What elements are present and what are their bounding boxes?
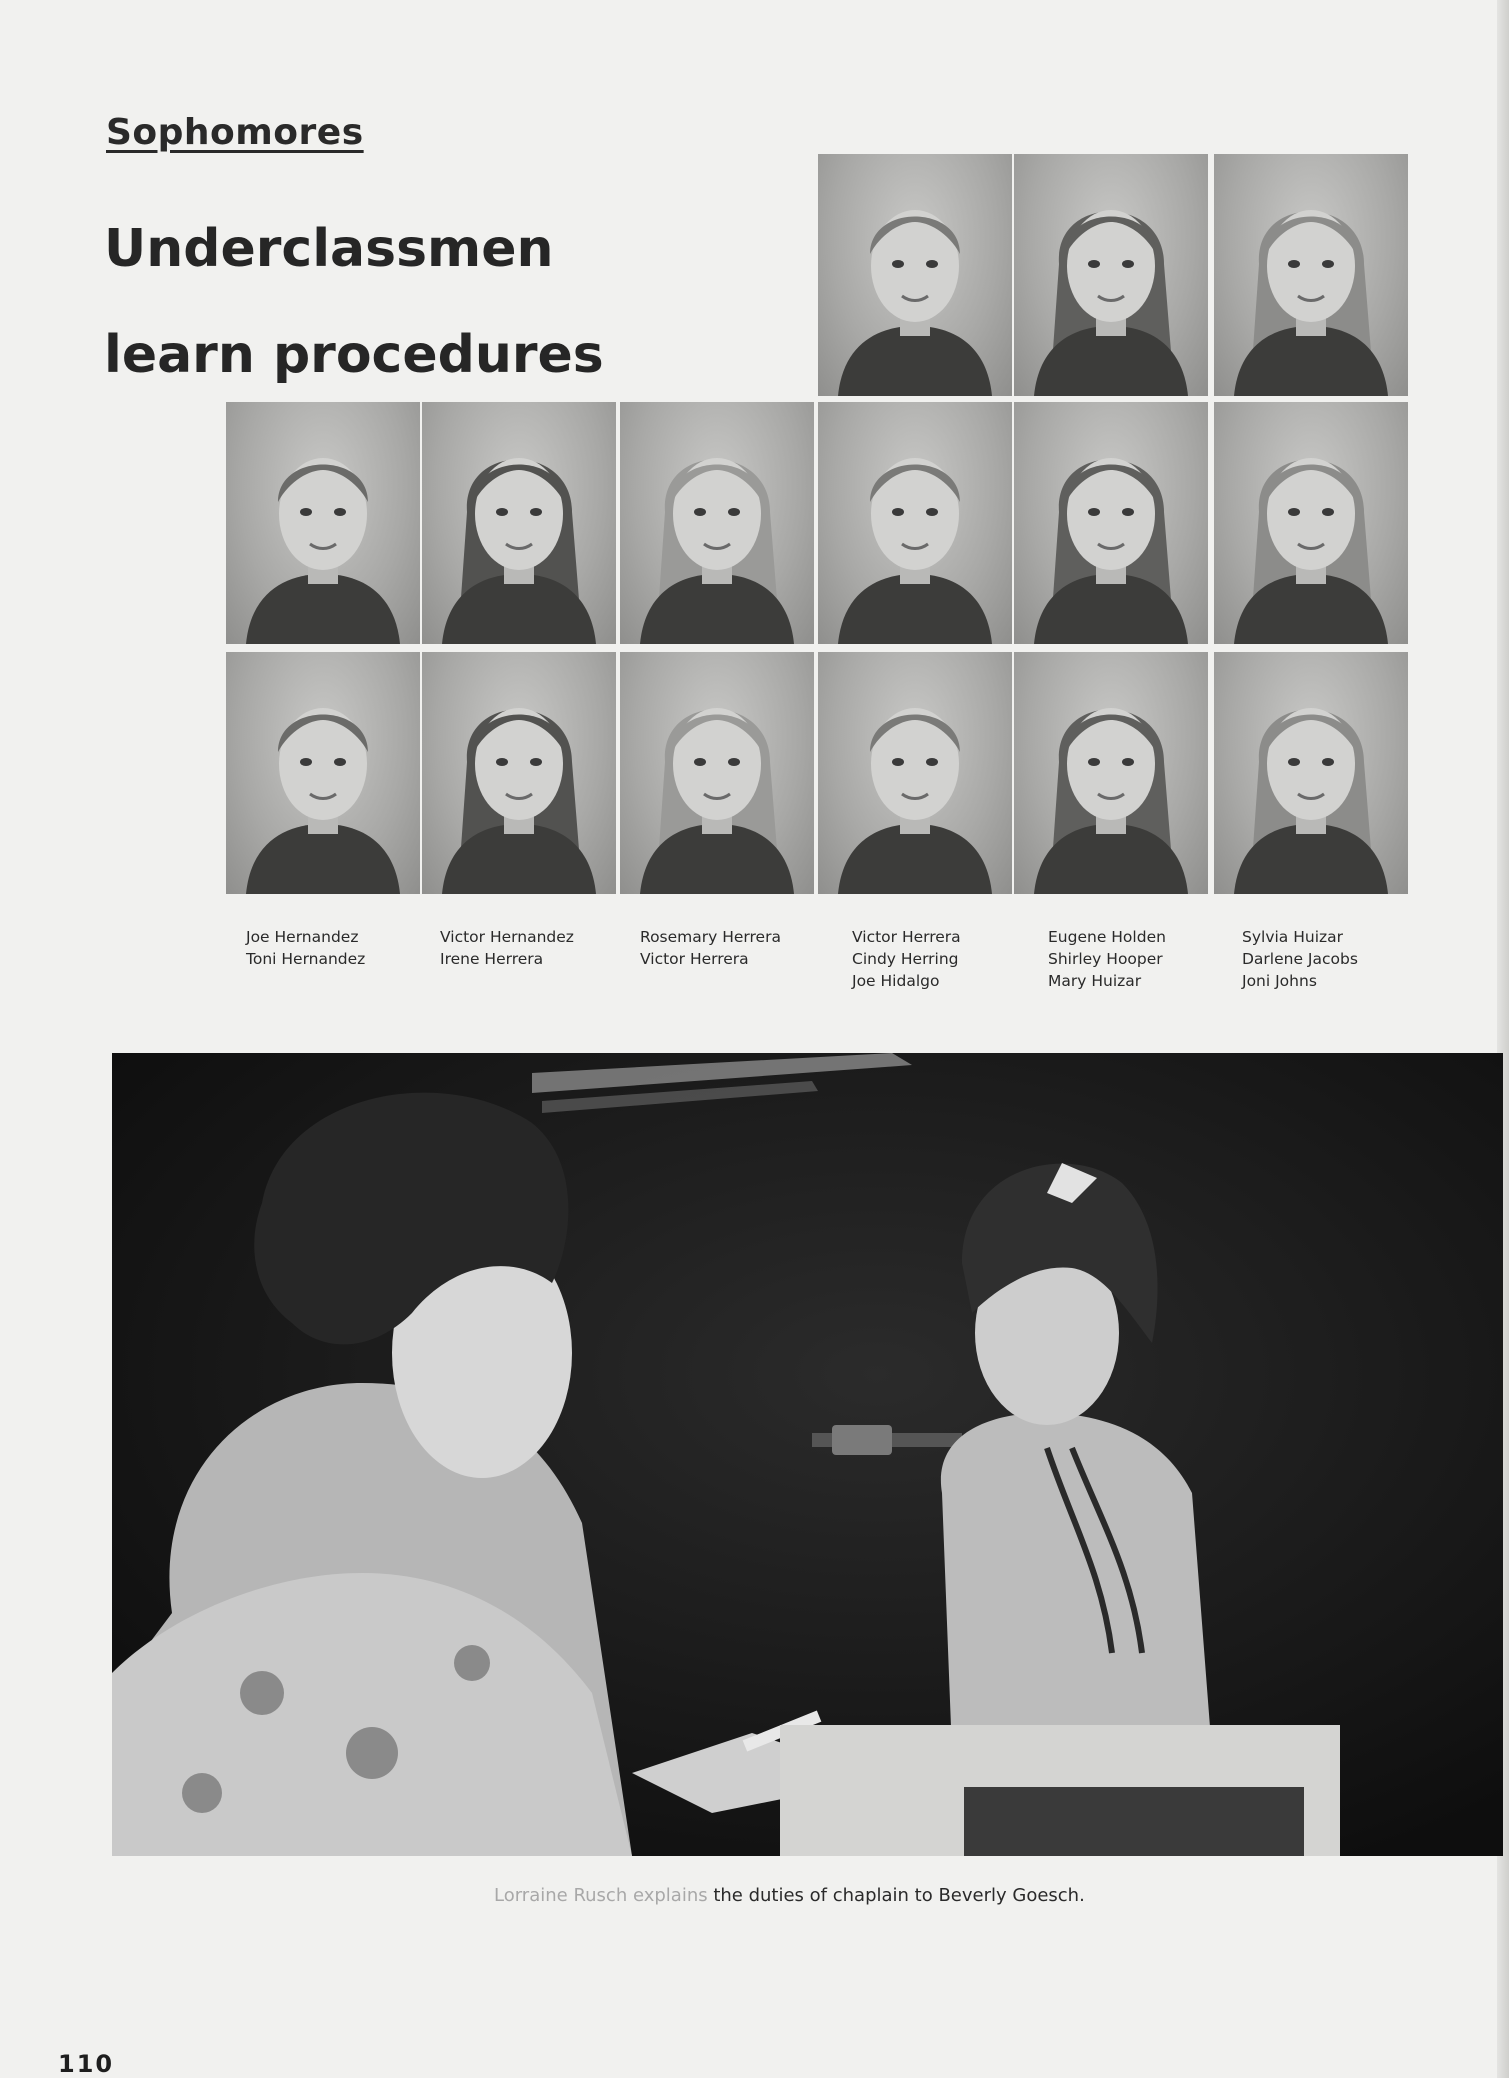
student-portrait xyxy=(1214,154,1408,396)
photo-caption xyxy=(494,1885,1214,1906)
name-column-1 xyxy=(246,926,436,970)
student-portrait xyxy=(226,652,420,894)
student-name: Mary Huizar xyxy=(1048,972,1142,990)
name-column-4 xyxy=(852,926,1042,992)
student-name: Joe Hidalgo xyxy=(852,972,940,990)
name-column-3 xyxy=(640,926,830,970)
page-number: 110 xyxy=(58,2050,115,2078)
student-portrait xyxy=(422,402,616,644)
name-column-6 xyxy=(1242,926,1432,992)
student-name: Victor Herrera xyxy=(852,928,961,946)
caption-faded-text: Lorraine Rusch explains xyxy=(494,1885,708,1906)
student-portrait xyxy=(620,652,814,894)
section-label: Sophomores xyxy=(106,112,364,153)
student-name: Joni Johns xyxy=(1242,972,1317,990)
student-name: Shirley Hooper xyxy=(1048,950,1163,968)
student-portrait xyxy=(1014,402,1208,644)
student-portrait xyxy=(1014,652,1208,894)
name-column-5 xyxy=(1048,926,1238,992)
student-portrait xyxy=(1214,652,1408,894)
student-portrait xyxy=(818,402,1012,644)
student-name: Victor Hernandez xyxy=(440,928,574,946)
student-name: Victor Herrera xyxy=(640,950,749,968)
student-name: Joe Hernandez xyxy=(246,928,359,946)
student-name: Darlene Jacobs xyxy=(1242,950,1358,968)
student-name: Irene Herrera xyxy=(440,950,544,968)
student-portrait xyxy=(620,402,814,644)
student-name: Sylvia Huizar xyxy=(1242,928,1344,946)
student-name: Toni Hernandez xyxy=(246,950,366,968)
student-portrait xyxy=(226,402,420,644)
name-column-2 xyxy=(440,926,630,970)
caption-text: the duties of chaplain to Beverly Goesch. xyxy=(707,1885,1085,1906)
student-portrait xyxy=(1014,154,1208,396)
student-portrait xyxy=(818,154,1012,396)
page-headline xyxy=(104,196,664,408)
student-portrait xyxy=(422,652,616,894)
student-name: Cindy Herring xyxy=(852,950,959,968)
student-name: Rosemary Herrera xyxy=(640,928,781,946)
student-name: Eugene Holden xyxy=(1048,928,1166,946)
student-portrait xyxy=(818,652,1012,894)
student-portrait xyxy=(1214,402,1408,644)
headline-line-1: Underclassmen xyxy=(104,219,554,279)
headline-line-2: learn procedures xyxy=(104,325,604,385)
candid-photo xyxy=(112,1053,1503,1856)
